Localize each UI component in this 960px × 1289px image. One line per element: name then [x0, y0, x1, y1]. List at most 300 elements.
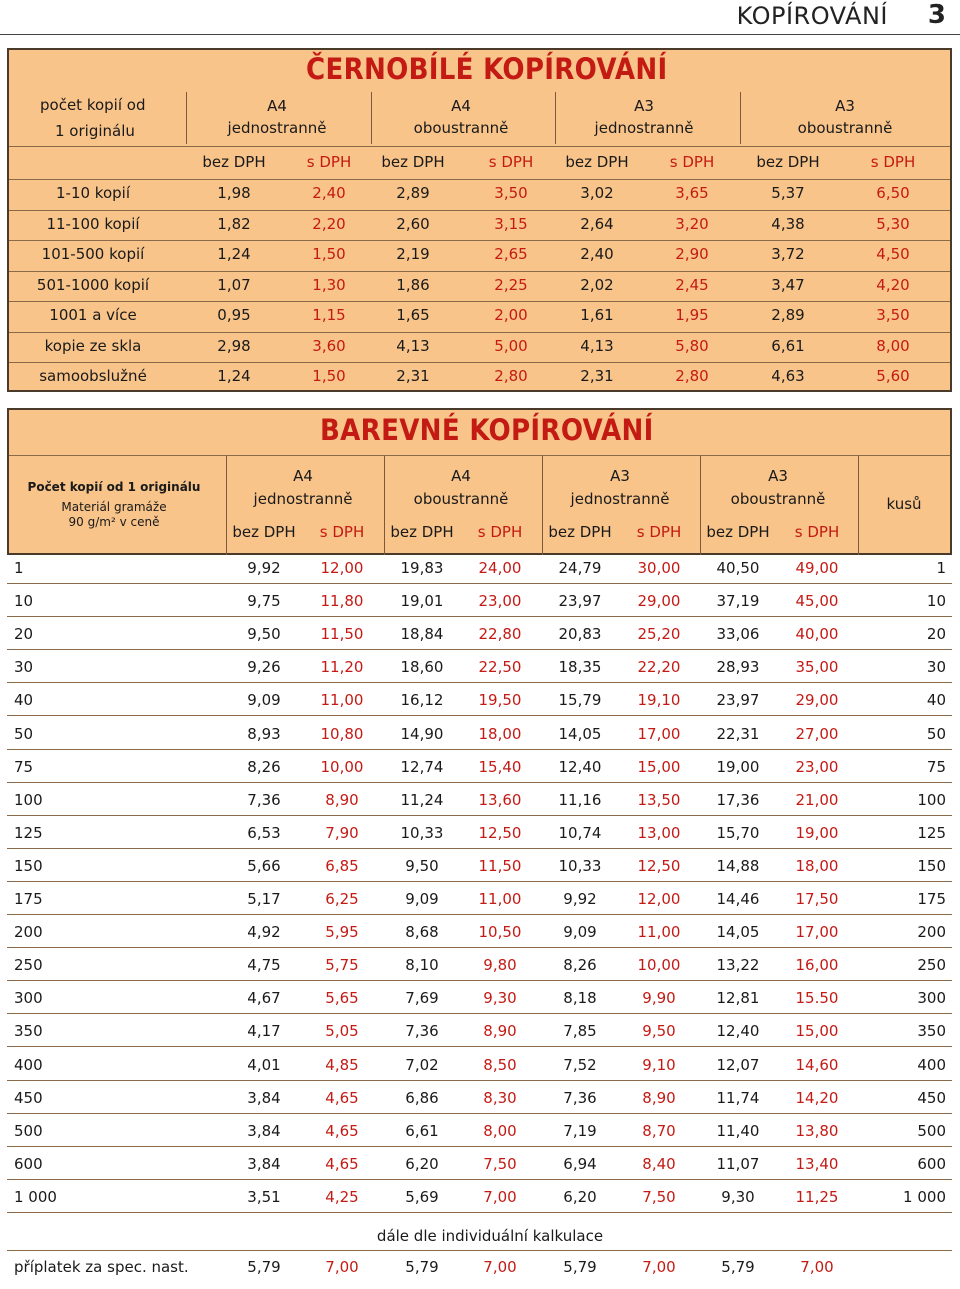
bw-price-cell: 2,02: [580, 275, 614, 294]
color-vat-subheader: bez DPH: [548, 523, 612, 541]
color-price-cell: 5,69: [405, 1187, 439, 1206]
color-row-label: 500: [14, 1121, 43, 1140]
color-price-cell: 20,83: [558, 625, 602, 644]
surcharge-price-cell: 5,79: [721, 1258, 755, 1276]
bw-row-rule: [9, 271, 950, 272]
color-format-header: A3: [768, 467, 788, 485]
color-price-cell: 17,00: [795, 923, 839, 942]
color-price-cell: 18,00: [478, 724, 522, 743]
color-vat-subheader: s DPH: [477, 523, 523, 541]
color-row-label: 1 000: [14, 1187, 57, 1206]
color-row-label: 450: [14, 1088, 43, 1107]
color-quantity-cell: 200: [917, 923, 946, 942]
color-row-rule: [7, 649, 952, 650]
bw-price-cell: 2,80: [675, 367, 709, 385]
bw-row-label: samoobslužné: [39, 367, 147, 385]
color-format-header-sides: jednostranně: [570, 490, 670, 508]
color-row-rule: [7, 1212, 952, 1213]
color-vat-subheader: bez DPH: [706, 523, 770, 541]
color-price-cell: 6,20: [563, 1187, 597, 1206]
color-price-cell: 23,00: [478, 592, 522, 611]
bw-format-header: A3: [835, 97, 855, 115]
bw-price-cell: 4,13: [580, 336, 614, 355]
bw-price-cell: 1,95: [675, 306, 709, 324]
bw-price-cell: 1,07: [217, 275, 251, 294]
color-price-cell: 13,60: [478, 790, 522, 809]
color-row-rule: [7, 1080, 952, 1081]
color-price-cell: 9,26: [247, 658, 281, 677]
surcharge-price-cell: 5,79: [405, 1258, 439, 1276]
surcharge-price-cell: 5,79: [247, 1258, 281, 1276]
color-price-cell: 24,00: [478, 559, 522, 577]
color-price-cell: 12,07: [716, 1055, 760, 1074]
bw-format-header: A4: [267, 97, 287, 115]
bw-row-rule: [9, 332, 950, 333]
color-row-label: 350: [14, 1022, 43, 1041]
color-quantity-cell: 100: [917, 790, 946, 809]
color-row-label: 1: [14, 559, 24, 577]
color-format-header: A4: [293, 467, 313, 485]
color-format-header: A4: [451, 467, 471, 485]
bw-price-cell: 1,86: [396, 275, 430, 294]
color-section-title: BAREVNÉ KOPÍROVÁNÍ: [320, 413, 654, 447]
color-price-cell: 6,85: [325, 856, 359, 875]
bw-price-cell: 2,64: [580, 214, 614, 233]
bw-price-cell: 2,45: [675, 275, 709, 294]
color-price-cell: 12,00: [320, 559, 364, 577]
bw-price-cell: 5,80: [675, 336, 709, 355]
bw-price-cell: 8,00: [876, 336, 910, 355]
color-row-rule: [7, 1046, 952, 1047]
bw-price-cell: 2,19: [396, 245, 430, 263]
color-price-cell: 8,68: [405, 923, 439, 942]
color-quantity-cell: 175: [917, 890, 946, 908]
color-price-cell: 9,75: [247, 592, 281, 611]
color-row-label-header: Počet kopií od 1 originálu: [27, 480, 201, 494]
color-price-cell: 9,09: [563, 923, 597, 942]
bw-format-header-sides: jednostranně: [227, 119, 327, 137]
color-price-cell: 18,84: [400, 625, 444, 644]
color-price-cell: 29,00: [637, 592, 681, 611]
color-price-cell: 8,40: [642, 1154, 676, 1173]
color-price-cell: 19,83: [400, 559, 444, 577]
bw-price-cell: 1,24: [217, 367, 251, 385]
color-price-cell: 9,50: [247, 625, 281, 644]
bw-price-cell: 3,50: [876, 306, 910, 324]
color-quantity-cell: 10: [926, 592, 946, 611]
color-row-label: 40: [14, 691, 34, 710]
color-price-cell: 13,22: [716, 956, 760, 975]
color-price-cell: 23,00: [795, 757, 839, 776]
color-price-cell: 11,07: [716, 1154, 760, 1173]
bw-format-header: A3: [634, 97, 654, 115]
color-price-cell: 7,36: [563, 1088, 597, 1107]
bw-format-header-sides: oboustranně: [413, 119, 509, 137]
color-price-cell: 7,50: [642, 1187, 676, 1206]
color-price-cell: 19,00: [716, 757, 760, 776]
color-vat-subheader: bez DPH: [232, 523, 296, 541]
bw-row-rule: [9, 210, 950, 211]
color-price-cell: 14,46: [716, 890, 760, 908]
bw-vat-subheader: bez DPH: [381, 153, 445, 171]
color-price-cell: 13,40: [795, 1154, 839, 1173]
surcharge-price-cell: 5,79: [563, 1258, 597, 1276]
color-price-cell: 23,97: [558, 592, 602, 611]
color-price-cell: 19,50: [478, 691, 522, 710]
color-price-cell: 6,20: [405, 1154, 439, 1173]
color-price-cell: 12,50: [637, 856, 681, 875]
color-row-rule: [7, 749, 952, 750]
color-price-cell: 9,80: [483, 956, 517, 975]
bw-price-cell: 2,80: [494, 367, 528, 385]
color-row-rule: [7, 782, 952, 783]
color-row-label: 600: [14, 1154, 43, 1173]
color-material-note-2: 90 g/m² v ceně: [68, 515, 160, 529]
color-price-cell: 7,19: [563, 1121, 597, 1140]
bw-vat-subheader: bez DPH: [202, 153, 266, 171]
surcharge-price-cell: 7,00: [642, 1258, 676, 1276]
bw-price-cell: 0,95: [217, 306, 251, 324]
bw-price-cell: 2,40: [312, 184, 346, 202]
color-price-cell: 49,00: [795, 559, 839, 577]
color-price-cell: 4,65: [325, 1088, 359, 1107]
color-price-cell: 5,05: [325, 1022, 359, 1041]
color-price-cell: 11,80: [320, 592, 364, 611]
bw-price-cell: 1,15: [312, 306, 346, 324]
bw-header-divider: [371, 92, 372, 144]
bw-price-cell: 3,15: [494, 214, 528, 233]
color-row-rule: [7, 815, 952, 816]
color-price-cell: 7,00: [483, 1187, 517, 1206]
color-vat-subheader: s DPH: [794, 523, 840, 541]
bw-price-cell: 2,89: [396, 184, 430, 202]
color-price-cell: 4,75: [247, 956, 281, 975]
color-price-cell: 11,40: [716, 1121, 760, 1140]
color-row-label: 75: [14, 757, 34, 776]
color-price-cell: 14,05: [716, 923, 760, 942]
color-price-cell: 19,00: [795, 823, 839, 842]
bw-price-cell: 3,50: [494, 184, 528, 202]
bw-price-cell: 4,50: [876, 245, 910, 263]
color-row-label: 400: [14, 1055, 43, 1074]
color-price-cell: 33,06: [716, 625, 760, 644]
color-material-note: Materiál gramáže: [61, 500, 167, 514]
color-format-header-sides: jednostranně: [253, 490, 353, 508]
color-price-cell: 9,10: [642, 1055, 676, 1074]
color-vat-subheader: bez DPH: [390, 523, 454, 541]
color-price-cell: 17,00: [637, 724, 681, 743]
color-price-cell: 11,50: [478, 856, 522, 875]
color-price-cell: 7,52: [563, 1055, 597, 1074]
color-quantity-cell: 450: [917, 1088, 946, 1107]
bw-row-label: 101-500 kopií: [41, 245, 145, 263]
color-price-cell: 9,92: [563, 890, 597, 908]
color-row-rule: [7, 1013, 952, 1014]
color-row-rule: [7, 980, 952, 981]
color-price-cell: 12,74: [400, 757, 444, 776]
color-price-cell: 15,40: [478, 757, 522, 776]
color-price-cell: 4,67: [247, 989, 281, 1008]
color-format-header-sides: oboustranně: [413, 490, 509, 508]
color-price-cell: 3,51: [247, 1187, 281, 1206]
color-price-cell: 17,36: [716, 790, 760, 809]
color-price-cell: 14,20: [795, 1088, 839, 1107]
color-price-cell: 5,75: [325, 956, 359, 975]
bw-price-cell: 5,60: [876, 367, 910, 385]
bw-price-cell: 5,00: [494, 336, 528, 355]
bw-price-cell: 1,50: [312, 367, 346, 385]
bw-header-rule: [9, 146, 950, 147]
color-price-cell: 25,20: [637, 625, 681, 644]
color-row-rule: [7, 682, 952, 683]
color-quantity-cell: 30: [926, 658, 946, 677]
color-vat-subheader: s DPH: [319, 523, 365, 541]
bw-price-cell: 1,65: [396, 306, 430, 324]
color-price-cell: 5,65: [325, 989, 359, 1008]
color-price-cell: 9,30: [721, 1187, 755, 1206]
bw-price-cell: 4,38: [771, 214, 805, 233]
bw-price-cell: 2,25: [494, 275, 528, 294]
surcharge-price-cell: 7,00: [800, 1258, 834, 1276]
bw-format-header-sides: oboustranně: [797, 119, 893, 137]
bw-price-cell: 1,98: [217, 184, 251, 202]
color-price-cell: 9,09: [247, 691, 281, 710]
color-price-cell: 8,50: [483, 1055, 517, 1074]
color-price-cell: 10,33: [558, 856, 602, 875]
bw-format-header-sides: jednostranně: [594, 119, 694, 137]
color-row-rule: [7, 1179, 952, 1180]
bw-row-label: 1001 a více: [49, 306, 137, 324]
bw-row-label: 501-1000 kopií: [36, 275, 150, 294]
bw-vat-subheader: bez DPH: [565, 153, 629, 171]
color-row-rule: [7, 583, 952, 584]
color-price-cell: 11,00: [320, 691, 364, 710]
color-price-cell: 9,50: [642, 1022, 676, 1041]
bw-price-cell: 2,31: [580, 367, 614, 385]
bw-price-cell: 2,90: [675, 245, 709, 263]
color-row-label: 50: [14, 724, 34, 743]
color-price-cell: 22,80: [478, 625, 522, 644]
color-price-cell: 5,95: [325, 923, 359, 942]
color-price-cell: 23,97: [716, 691, 760, 710]
color-price-cell: 24,79: [558, 559, 602, 577]
color-price-cell: 8,70: [642, 1121, 676, 1140]
color-price-cell: 15,00: [795, 1022, 839, 1041]
color-row-label: 200: [14, 923, 43, 942]
color-price-cell: 7,50: [483, 1154, 517, 1173]
bw-price-cell: 4,13: [396, 336, 430, 355]
color-format-header-sides: oboustranně: [730, 490, 826, 508]
color-price-cell: 6,94: [563, 1154, 597, 1173]
color-row-label: 300: [14, 989, 43, 1008]
color-price-cell: 8,93: [247, 724, 281, 743]
bw-row-label: 11-100 kopií: [46, 214, 140, 233]
bw-price-cell: 2,89: [771, 306, 805, 324]
color-quantity-cell: 75: [926, 757, 946, 776]
bw-row-label: kopie ze skla: [44, 336, 142, 355]
color-price-cell: 8,00: [483, 1121, 517, 1140]
bw-row-label: 1-10 kopií: [56, 184, 130, 202]
color-price-cell: 8,26: [247, 757, 281, 776]
color-quantity-cell: 400: [917, 1055, 946, 1074]
color-price-cell: 3,84: [247, 1154, 281, 1173]
color-row-rule: [7, 616, 952, 617]
color-price-cell: 14,90: [400, 724, 444, 743]
bw-price-cell: 3,20: [675, 214, 709, 233]
bw-price-cell: 2,00: [494, 306, 528, 324]
color-price-cell: 10,74: [558, 823, 602, 842]
bw-price-cell: 2,20: [312, 214, 346, 233]
color-price-cell: 5,17: [247, 890, 281, 908]
color-price-cell: 11,74: [716, 1088, 760, 1107]
color-price-cell: 8,90: [325, 790, 359, 809]
color-price-cell: 4,01: [247, 1055, 281, 1074]
color-price-cell: 28,93: [716, 658, 760, 677]
color-price-cell: 16,00: [795, 956, 839, 975]
bw-row-label-header-2: 1 originálu: [55, 122, 135, 140]
color-quantity-cell: 350: [917, 1022, 946, 1041]
bw-price-cell: 1,30: [312, 275, 346, 294]
color-price-cell: 9,30: [483, 989, 517, 1008]
color-row-rule: [7, 1146, 952, 1147]
color-price-cell: 19,01: [400, 592, 444, 611]
bw-format-header: A4: [451, 97, 471, 115]
color-price-cell: 45,00: [795, 592, 839, 611]
page-number: 3: [927, 0, 946, 30]
bw-price-cell: 2,31: [396, 367, 430, 385]
color-price-cell: 40,50: [716, 559, 760, 577]
color-price-cell: 4,65: [325, 1121, 359, 1140]
bw-row-rule: [9, 179, 950, 180]
color-price-cell: 12,00: [637, 890, 681, 908]
color-price-cell: 14,05: [558, 724, 602, 743]
bw-price-cell: 3,65: [675, 184, 709, 202]
bw-header-divider: [740, 92, 741, 144]
color-row-rule: [7, 947, 952, 948]
color-row-label: 30: [14, 658, 34, 677]
color-price-cell: 13,00: [637, 823, 681, 842]
color-price-cell: 35,00: [795, 658, 839, 677]
color-price-cell: 11,50: [320, 625, 364, 644]
bw-price-cell: 2,40: [580, 245, 614, 263]
surcharge-label: příplatek za spec. nast.: [14, 1258, 189, 1276]
color-price-cell: 11,25: [795, 1187, 839, 1206]
bw-vat-subheader: bez DPH: [756, 153, 820, 171]
color-price-cell: 6,25: [325, 890, 359, 908]
color-price-cell: 7,90: [325, 823, 359, 842]
color-row-label: 10: [14, 592, 34, 611]
color-price-cell: 4,25: [325, 1187, 359, 1206]
color-price-cell: 6,53: [247, 823, 281, 842]
color-row-rule: [7, 881, 952, 882]
bw-price-cell: 1,61: [580, 306, 614, 324]
color-price-cell: 3,84: [247, 1121, 281, 1140]
note-rule: [7, 1250, 952, 1251]
color-price-cell: 10,80: [320, 724, 364, 743]
color-price-cell: 14,60: [795, 1055, 839, 1074]
bw-header-divider: [186, 92, 187, 144]
color-price-cell: 19,10: [637, 691, 681, 710]
color-quantity-cell: 125: [917, 823, 946, 842]
color-price-cell: 15.50: [795, 989, 839, 1008]
bw-header-divider: [555, 92, 556, 144]
color-price-cell: 11,20: [320, 658, 364, 677]
bw-price-cell: 4,63: [771, 367, 805, 385]
color-quantity-header: kusů: [886, 495, 922, 513]
color-price-cell: 40,00: [795, 625, 839, 644]
color-price-cell: 11,00: [478, 890, 522, 908]
color-price-cell: 9,90: [642, 989, 676, 1008]
bw-price-cell: 2,65: [494, 245, 528, 263]
bw-row-rule: [9, 301, 950, 302]
color-price-cell: 27,00: [795, 724, 839, 743]
color-price-cell: 4,85: [325, 1055, 359, 1074]
color-price-cell: 37,19: [716, 592, 760, 611]
color-price-cell: 5,66: [247, 856, 281, 875]
individual-pricing-note: dále dle individuální kalkulace: [376, 1227, 604, 1245]
color-quantity-cell: 50: [926, 724, 946, 743]
color-vat-subheader: s DPH: [636, 523, 682, 541]
color-price-cell: 22,50: [478, 658, 522, 677]
color-quantity-cell: 1: [936, 559, 946, 577]
color-price-cell: 10,00: [320, 757, 364, 776]
color-price-cell: 11,00: [637, 923, 681, 942]
bw-price-cell: 5,30: [876, 214, 910, 233]
color-price-cell: 13,80: [795, 1121, 839, 1140]
bw-price-cell: 1,24: [217, 245, 251, 263]
color-price-cell: 8,90: [483, 1022, 517, 1041]
color-price-cell: 8,30: [483, 1088, 517, 1107]
color-price-cell: 13,50: [637, 790, 681, 809]
bw-price-cell: 3,02: [580, 184, 614, 202]
color-price-cell: 12,40: [716, 1022, 760, 1041]
color-row-rule: [7, 715, 952, 716]
color-price-cell: 9,50: [405, 856, 439, 875]
color-price-cell: 8,10: [405, 956, 439, 975]
color-price-cell: 8,26: [563, 956, 597, 975]
color-price-cell: 14,88: [716, 856, 760, 875]
bw-price-cell: 4,20: [876, 275, 910, 294]
bw-price-cell: 6,50: [876, 184, 910, 202]
color-price-cell: 4,17: [247, 1022, 281, 1041]
color-quantity-cell: 40: [926, 691, 946, 710]
color-price-cell: 9,92: [247, 559, 281, 577]
color-row-rule: [7, 1113, 952, 1114]
color-price-cell: 11,24: [400, 790, 444, 809]
color-price-cell: 21,00: [795, 790, 839, 809]
color-row-label: 125: [14, 823, 43, 842]
color-price-cell: 10,33: [400, 823, 444, 842]
bw-price-cell: 1,50: [312, 245, 346, 263]
page-header-title: KOPÍROVÁNÍ: [736, 2, 888, 30]
color-price-cell: 11,16: [558, 790, 602, 809]
bw-price-cell: 6,61: [771, 336, 805, 355]
color-header-rule: [9, 455, 950, 456]
color-price-cell: 30,00: [637, 559, 681, 577]
color-row-rule: [7, 848, 952, 849]
color-price-cell: 17,50: [795, 890, 839, 908]
bw-price-cell: 5,37: [771, 184, 805, 202]
bw-vat-subheader: s DPH: [306, 153, 352, 171]
bw-price-cell: 2,98: [217, 336, 251, 355]
bw-price-cell: 1,82: [217, 214, 251, 233]
color-price-cell: 8,90: [642, 1088, 676, 1107]
color-price-cell: 6,61: [405, 1121, 439, 1140]
color-price-cell: 9,09: [405, 890, 439, 908]
bw-price-cell: 3,72: [771, 245, 805, 263]
color-row-label: 20: [14, 625, 34, 644]
color-price-cell: 12,40: [558, 757, 602, 776]
